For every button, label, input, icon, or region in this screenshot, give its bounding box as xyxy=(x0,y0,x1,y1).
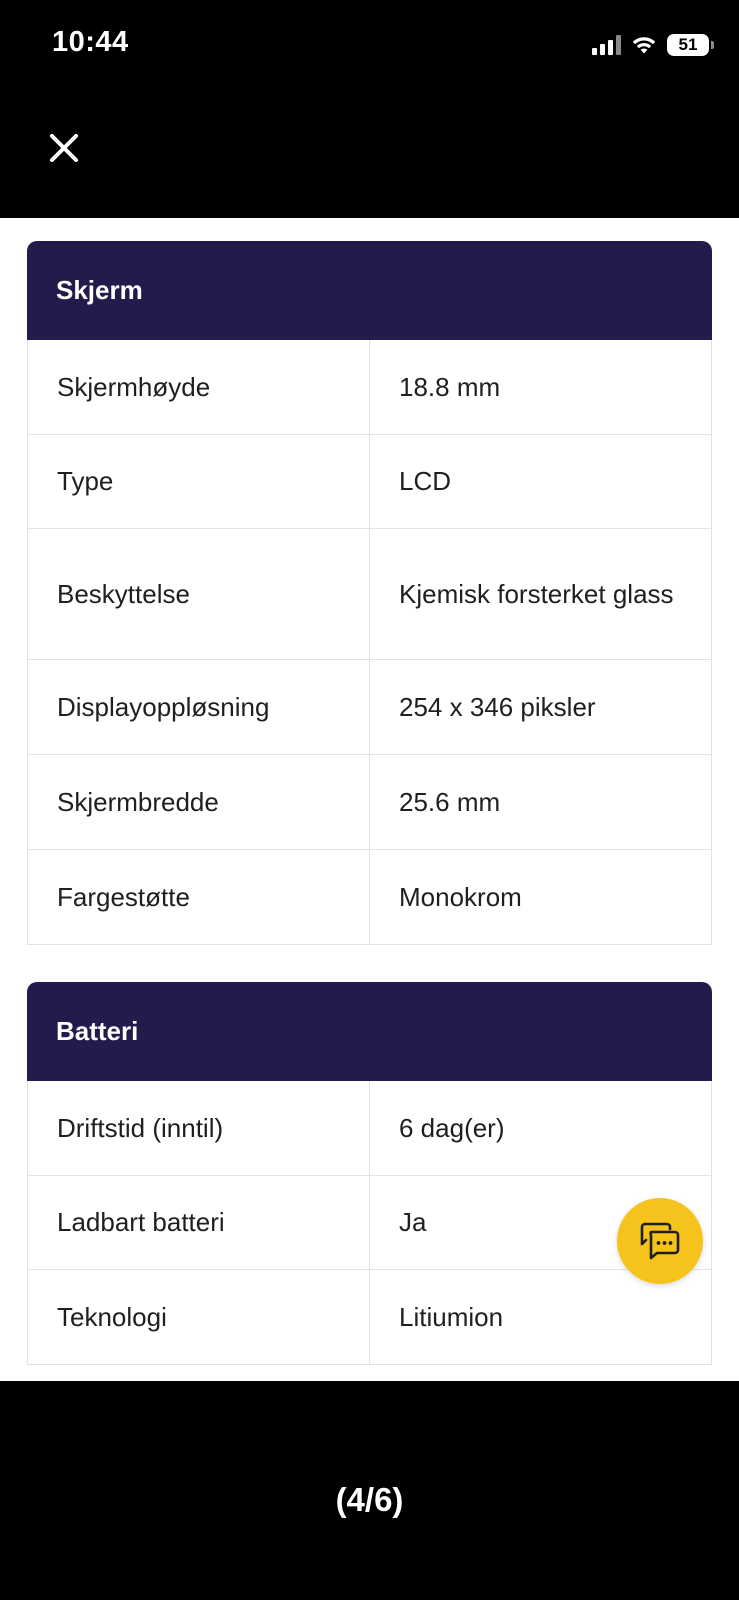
table-row xyxy=(28,1081,711,1176)
spec-label: Type xyxy=(28,435,370,528)
battery-level: 51 xyxy=(678,35,698,54)
spec-value: 25.6 mm xyxy=(399,786,501,817)
spec-label: Fargestøtte xyxy=(28,850,370,944)
page-counter: (4/6) xyxy=(335,1481,404,1518)
spec-content xyxy=(0,218,739,1381)
spec-value: 6 dag(er) xyxy=(399,1112,505,1143)
spec-table xyxy=(27,340,712,945)
table-row xyxy=(28,435,711,529)
spec-label: Skjermbredde xyxy=(28,755,370,849)
spec-table xyxy=(27,1081,712,1365)
spec-value: 18.8 mm xyxy=(399,371,501,402)
table-row xyxy=(28,660,711,755)
status-icons xyxy=(592,30,709,60)
status-bar xyxy=(0,0,739,90)
close-icon xyxy=(44,128,84,168)
section-skjerm xyxy=(27,241,712,945)
section-batteri xyxy=(27,982,712,1365)
spec-value: 254 x 346 piksler xyxy=(399,691,596,722)
section-header: Batteri xyxy=(27,982,712,1081)
wifi-icon xyxy=(630,34,658,56)
bottom-bar xyxy=(0,1381,739,1600)
signal-icon xyxy=(592,35,621,55)
table-row xyxy=(28,529,711,660)
spec-value: Monokrom xyxy=(399,881,522,912)
spec-value: Litiumion xyxy=(399,1301,504,1332)
spec-label: Ladbart batteri xyxy=(28,1176,370,1269)
table-row xyxy=(28,340,711,435)
status-time: 10:44 xyxy=(52,26,129,58)
table-row xyxy=(28,850,711,945)
table-row xyxy=(28,755,711,850)
spec-label: Driftstid (inntil) xyxy=(28,1081,370,1175)
battery-icon xyxy=(667,34,709,56)
close-button[interactable] xyxy=(44,128,84,168)
table-row xyxy=(28,1270,711,1365)
spec-label: Skjermhøyde xyxy=(28,340,370,434)
table-row xyxy=(28,1176,711,1270)
spec-label: Teknologi xyxy=(28,1270,370,1364)
spec-value: Ja xyxy=(399,1207,427,1237)
spec-value: Kjemisk forsterket glass xyxy=(399,578,674,609)
top-bar xyxy=(0,90,739,218)
section-header: Skjerm xyxy=(27,241,712,340)
spec-label: Displayoppløsning xyxy=(28,660,370,754)
chat-icon xyxy=(637,1218,683,1264)
chat-button[interactable] xyxy=(617,1198,703,1284)
spec-value: LCD xyxy=(399,466,452,496)
spec-label: Beskyttelse xyxy=(28,529,370,659)
